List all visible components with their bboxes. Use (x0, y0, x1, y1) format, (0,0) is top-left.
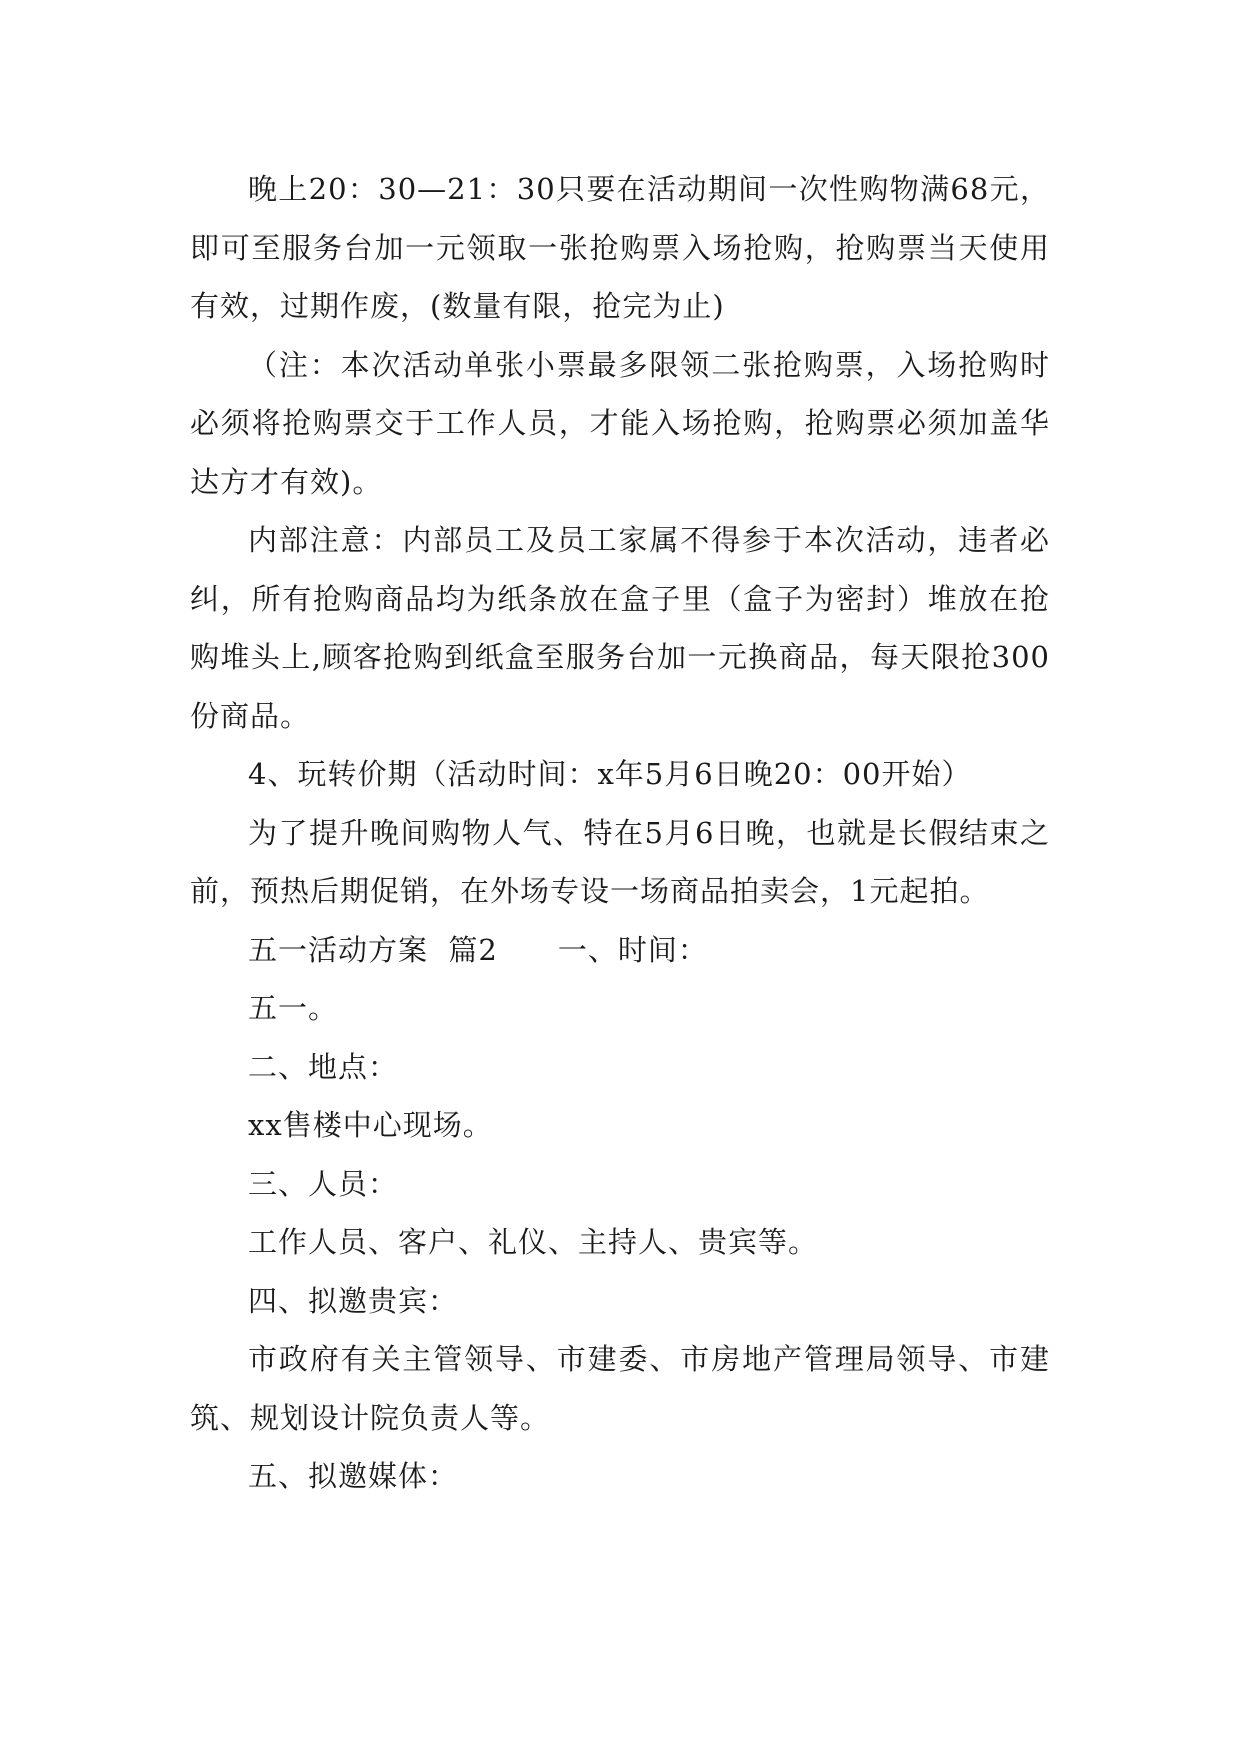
paragraph-section-4-heading: 4、玩转价期（活动时间：x年5月6日晚20：00开始） (248, 757, 972, 791)
paragraph-staff-heading: 三、人员： (248, 1166, 399, 1201)
paragraph-guests-heading: 四、拟邀贵宾： (248, 1283, 459, 1318)
paragraph-location-heading: 二、地点： (248, 1049, 399, 1084)
paragraph-location-value: xx售楼中心现场。 (248, 1108, 493, 1142)
paragraph-ticket-note: （注：本次活动单张小票最多限领二张抢购票，入场抢购时必须将抢购票交于工作人员，才能入场抢购，抢购票必须加盖华达方才有效)。 (190, 347, 1050, 499)
paragraph-internal-notice: 内部注意：内部员工及员工家属不得参于本次活动，违者必纠，所有抢购商品均为纸条放在盒子里（盒子为密封）堆放在抢购堆头上,顾客抢购到纸盒至服务台加一元换商品，每天限抢300份商品。 (190, 523, 1050, 733)
paragraph-time-value: 五一。 (248, 991, 339, 1025)
paragraph-media-heading: 五、拟邀媒体： (248, 1459, 459, 1493)
paragraph-flash-sale-rules: 晚上20：30—21：30只要在活动期间一次性购物满68元，即可至服务台加一元领取一张抢购票入场抢购，抢购票当天使用有效，过期作废，(数量有限，抢完为止) (190, 172, 1050, 323)
paragraph-auction-description: 为了提升晚间购物人气、特在5月6日晚，也就是长假结束之前，预热后期促销，在外场专设一场商品拍卖会，1元起拍。 (190, 815, 1050, 908)
paragraph-plan-2-heading: 五一活动方案 篇2 一、时间： (248, 932, 708, 967)
paragraph-staff-value: 工作人员、客户、礼仪、主持人、贵宾等。 (248, 1225, 819, 1259)
document-body (190, 160, 1050, 1506)
paragraph-guests-value: 市政府有关主管领导、市建委、市房地产管理局领导、市建筑、规划设计院负责人等。 (190, 1342, 1050, 1435)
